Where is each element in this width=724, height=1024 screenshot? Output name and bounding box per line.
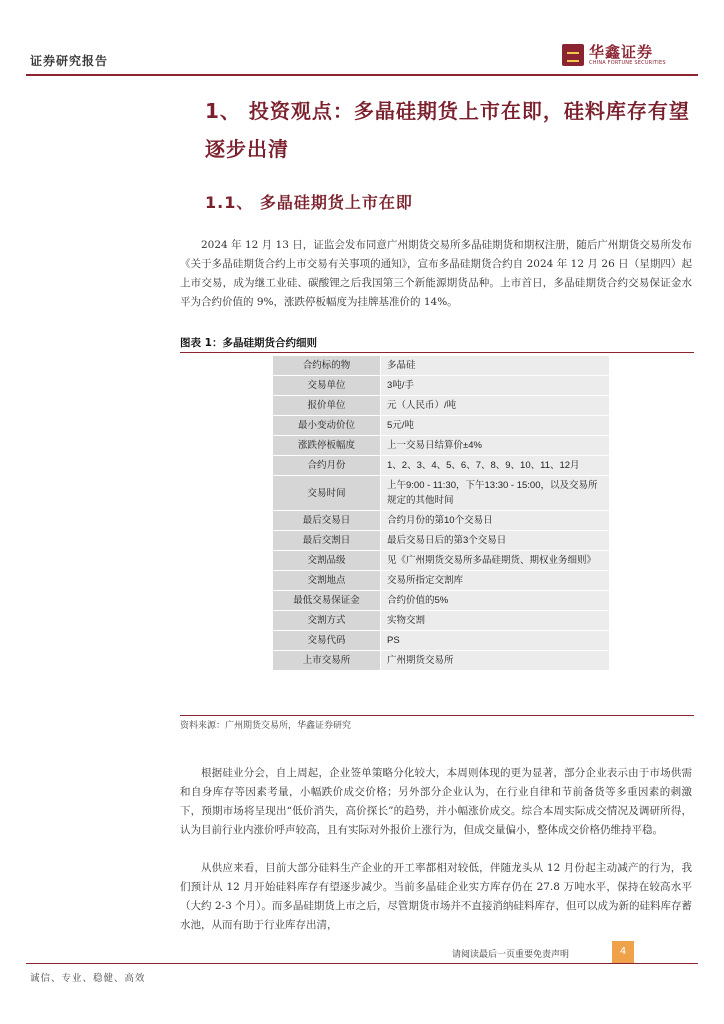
header-divider bbox=[26, 74, 698, 76]
spec-value-cell: 合约价值的5% bbox=[381, 591, 610, 611]
disclaimer-note: 请阅读最后一页重要免责声明 bbox=[452, 950, 570, 960]
spec-value-cell: 上午9:00 - 11:30，下午13:30 - 15:00，以及交易所规定的其他时间 bbox=[381, 476, 610, 511]
table-row bbox=[273, 511, 610, 531]
logo-en-text: CHINA FORTUNE SECURITIES bbox=[589, 60, 666, 66]
contract-spec-table bbox=[272, 355, 610, 671]
spec-value-cell: 1、2、3、4、5、6、7、8、9、10、11、12月 bbox=[381, 456, 610, 476]
table-row bbox=[273, 571, 610, 591]
table-row bbox=[273, 611, 610, 631]
table-row bbox=[273, 591, 610, 611]
spec-value-cell: 合约月份的第10个交易日 bbox=[381, 511, 610, 531]
table-row bbox=[273, 551, 610, 571]
table-row bbox=[273, 651, 610, 671]
table-row bbox=[273, 436, 610, 456]
figure-source: 资料来源：广州期货交易所，华鑫证券研究 bbox=[180, 721, 352, 731]
table-row bbox=[273, 476, 610, 511]
spec-key-cell: 交易时间 bbox=[273, 476, 381, 511]
spec-value-cell: 多晶硅 bbox=[381, 356, 610, 376]
spec-key-cell: 报价单位 bbox=[273, 396, 381, 416]
spec-key-cell: 上市交易所 bbox=[273, 651, 381, 671]
body-paragraph-3: 从供应来看，目前大部分硅料生产企业的开工率都相对较低，伴随龙头从 12 月份起主动减产的行为，我们预计从 12 月开始硅料库存有望逐步减少。当前多晶硅企业实方库存仍在 27.8 万吨水平，保持在较高水平（大约 2-3 个月）。而多晶硅期货上市之后，尽管期货市场并不直接消纳硅料库存，但可以成为新的硅料库存蓄水池，从而有助于行业库存出清， bbox=[180, 862, 692, 931]
body-paragraph-1: 2024 年 12 月 13 日，证监会发布同意广州期货交易所多晶硅期货和期权注册，随后广州期货交易所发布《关于多晶硅期货合约上市交易有关事项的通知》，宣布多晶硅期货合约自 2024 年 12 月 26 日（星期四）起上市交易，成为继工业硅、碳酸锂之后我国第三个新能源期货品种。上市首日，多晶硅期货合约交易保证金水平为合约价值的 9%，涨跌停板幅度为挂牌基准价的 14%。 bbox=[180, 239, 692, 308]
spec-key-cell: 交割地点 bbox=[273, 571, 381, 591]
table-row bbox=[273, 531, 610, 551]
spec-key-cell: 涨跌停板幅度 bbox=[273, 436, 381, 456]
spec-key-cell: 最低交易保证金 bbox=[273, 591, 381, 611]
table-row bbox=[273, 456, 610, 476]
figure-title: 图表 1：多晶硅期货合约细则 bbox=[180, 337, 317, 349]
spec-value-cell: 交易所指定交割库 bbox=[381, 571, 610, 591]
spec-key-cell: 最后交易日 bbox=[273, 511, 381, 531]
subsection-heading: 1.1、 多晶硅期货上市在即 bbox=[205, 193, 413, 212]
spec-key-cell: 交易代码 bbox=[273, 631, 381, 651]
logo-cn-text: 华鑫证券 bbox=[589, 43, 654, 61]
spec-value-cell: 最后交易日后的第3个交易日 bbox=[381, 531, 610, 551]
table-row bbox=[273, 631, 610, 651]
spec-value-cell: 5元/吨 bbox=[381, 416, 610, 436]
company-logo bbox=[562, 44, 666, 67]
spec-key-cell: 交易单位 bbox=[273, 376, 381, 396]
body-paragraph-2: 根据硅业分会，自上周起，企业签单策略分化较大，本周则体现的更为显著，部分企业表示由于市场供需和自身库存等因素考量，小幅跌价成交价格；另外部分企业认为，在行业自律和节前备货等多重因素的刺激下，预期市场将呈现出“低价消失，高价探长”的趋势，并小幅涨价成交。综合本周实际成交情况及调研所得，认为目前行业内涨价呼声较高，且有实际对外报价上涨行为，但成交量偏小，整体成交价格仍维持平稳。 bbox=[180, 767, 692, 836]
figure-title-rule bbox=[180, 352, 694, 353]
spec-key-cell: 合约标的物 bbox=[273, 356, 381, 376]
spec-key-cell: 最后交割日 bbox=[273, 531, 381, 551]
spec-value-cell: 上一交易日结算价±4% bbox=[381, 436, 610, 456]
page-number: 4 bbox=[612, 941, 634, 963]
footer-motto: 诚信、专业、稳健、高效 bbox=[30, 973, 146, 984]
spec-value-cell: 3吨/手 bbox=[381, 376, 610, 396]
table-row bbox=[273, 356, 610, 376]
spec-key-cell: 交割品级 bbox=[273, 551, 381, 571]
report-type-label: 证券研究报告 bbox=[30, 54, 109, 68]
section-heading: 1、 投资观点：多晶硅期货上市在即，硅料库存有望逐步出清 bbox=[205, 99, 690, 161]
spec-value-cell: 元（人民币）/吨 bbox=[381, 396, 610, 416]
figure-source-rule bbox=[180, 715, 694, 716]
spec-key-cell: 合约月份 bbox=[273, 456, 381, 476]
spec-value-cell: 广州期货交易所 bbox=[381, 651, 610, 671]
spec-key-cell: 最小变动价位 bbox=[273, 416, 381, 436]
footer-divider bbox=[26, 963, 698, 964]
table-row bbox=[273, 376, 610, 396]
table-row bbox=[273, 416, 610, 436]
logo-mark-icon bbox=[562, 44, 584, 66]
spec-value-cell: 见《广州期货交易所多晶硅期货、期权业务细则》 bbox=[381, 551, 610, 571]
spec-key-cell: 交割方式 bbox=[273, 611, 381, 631]
spec-value-cell: 实物交割 bbox=[381, 611, 610, 631]
spec-value-cell: PS bbox=[381, 631, 610, 651]
table-row bbox=[273, 396, 610, 416]
